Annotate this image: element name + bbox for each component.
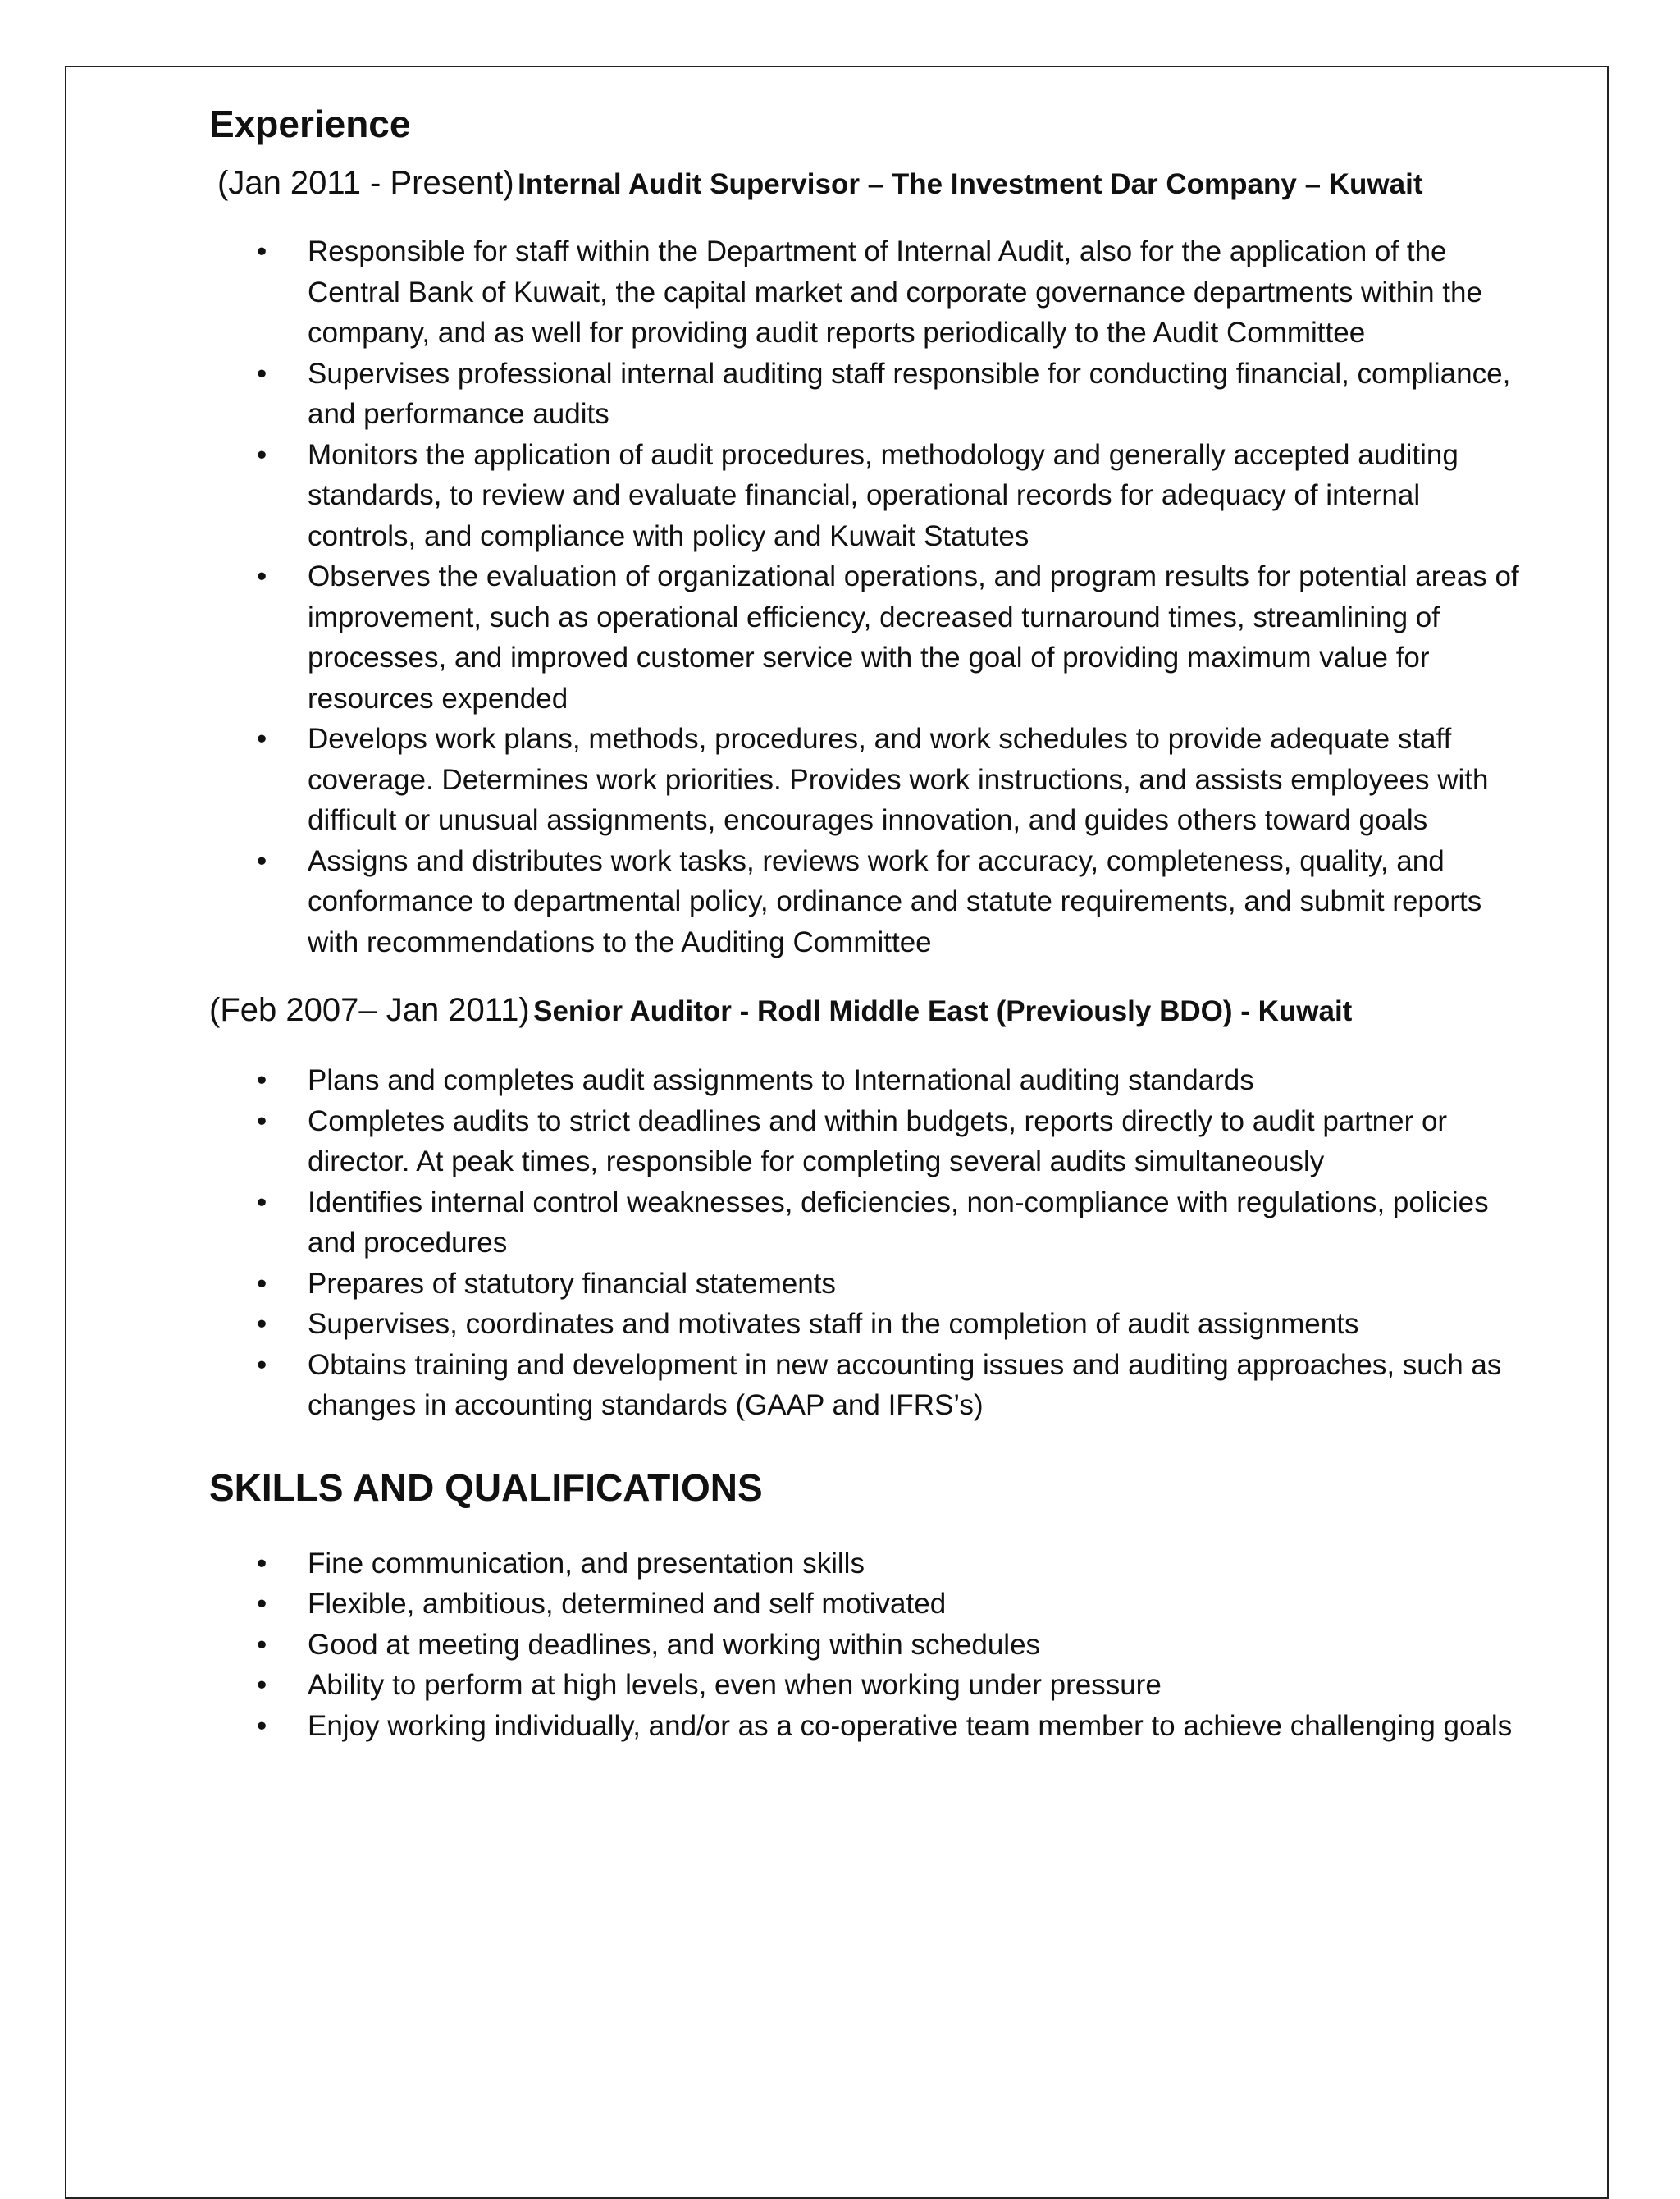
job-header <box>217 165 1522 202</box>
list-item <box>209 1665 1522 1706</box>
bullet-icon: • <box>257 1267 267 1300</box>
job-dates: (Jan 2011 - Present) <box>217 165 514 202</box>
bullet-icon: • <box>257 844 267 877</box>
list-item-text: Obtains training and development in new accounting issues and auditing approaches, such as changes in accounting standards (GAAP and IFRS’s) <box>308 1348 1502 1422</box>
list-item-text: Responsible for staff within the Department of Internal Audit, also for the application of the Central Bank of Kuwait, the capital market and corporate governance departments within the company, and as well for providing audit reports periodically to the Audit Committee <box>308 235 1482 350</box>
list-item-text: Flexible, ambitious, determined and self motivated <box>308 1588 947 1621</box>
list-item <box>209 719 1522 841</box>
list-item-text: Monitors the application of audit procedures, methodology and generally accepted auditing standards, to review and evaluate financial, operational records for adequacy of internal controls, and compliance with policy and Kuwait Statutes <box>308 438 1459 552</box>
list-item-text: Ability to perform at high levels, even when working under pressure <box>308 1669 1162 1702</box>
list-item-text: Supervises professional internal auditing staff responsible for conducting financial, compliance, and performance audits <box>308 357 1511 431</box>
bullet-icon: • <box>257 560 267 593</box>
bullet-icon: • <box>257 1308 267 1341</box>
bullet-icon: • <box>257 1186 267 1218</box>
list-item <box>209 1182 1522 1264</box>
list-item <box>209 1101 1522 1182</box>
bullet-icon: • <box>257 235 267 268</box>
job-header <box>209 992 1522 1029</box>
list-item <box>209 1060 1522 1101</box>
list-item-text: Observes the evaluation of organizational operations, and program results for potential areas of improvement, such as operational efficiency, decreased turnaround times, streamlining of processes, and improved customer service with the goal of providing maximum value for resources expended <box>308 560 1519 715</box>
bullet-icon: • <box>257 438 267 471</box>
bullet-icon: • <box>257 1628 267 1661</box>
job-title: Internal Audit Supervisor – The Investment Dar Company – Kuwait <box>518 168 1423 201</box>
bullet-icon: • <box>257 1104 267 1137</box>
list-item <box>209 1625 1522 1666</box>
list-item <box>209 354 1522 435</box>
list-item-text: Enjoy working individually, and/or as a co-operative team member to achieve challenging goals <box>308 1709 1513 1742</box>
list-item <box>209 1304 1522 1345</box>
list-item-text: Assigns and distributes work tasks, reviews work for accuracy, completeness, quality, and conformance to departmental policy, ordinance and statute requirements, and submit reports with recommendations to the Auditing Committee <box>308 844 1482 958</box>
bullet-icon: • <box>257 1709 267 1742</box>
resume-content <box>209 97 1522 1746</box>
list-item <box>209 435 1522 557</box>
bullet-icon: • <box>257 1547 267 1580</box>
skills-heading: SKILLS AND QUALIFICATIONS <box>209 1465 763 1509</box>
list-item <box>209 556 1522 719</box>
list-item <box>209 1584 1522 1625</box>
list-item-text: Prepares of statutory financial statements <box>308 1267 836 1300</box>
bullet-icon: • <box>257 1064 267 1097</box>
list-item <box>209 1543 1522 1584</box>
list-item <box>209 1264 1522 1305</box>
job-duties-list <box>209 1060 1522 1426</box>
job-title: Senior Auditor - Rodl Middle East (Previously BDO) - Kuwait <box>533 995 1353 1028</box>
list-item-text: Plans and completes audit assignments to International auditing standards <box>308 1064 1254 1097</box>
skills-list <box>209 1543 1522 1747</box>
list-item <box>209 1706 1522 1747</box>
job-dates: (Feb 2007– Jan 2011) <box>209 992 530 1029</box>
list-item-text: Develops work plans, methods, procedures, and work schedules to provide adequate staff coverage. Determines work priorities. Provides work instructions, and assists employees with difficult or unusual assignments, encourages innovation, and guides others toward goals <box>308 723 1489 837</box>
bullet-icon: • <box>257 1588 267 1621</box>
list-item-text: Completes audits to strict deadlines and within budgets, reports directly to audit partner or director. At peak times, responsible for completing several audits simultaneously <box>308 1104 1448 1178</box>
list-item-text: Supervises, coordinates and motivates staff in the completion of audit assignments <box>308 1308 1359 1341</box>
list-item-text: Fine communication, and presentation skills <box>308 1547 865 1580</box>
bullet-icon: • <box>257 1348 267 1381</box>
list-item <box>209 231 1522 354</box>
list-item-text: Good at meeting deadlines, and working within schedules <box>308 1628 1041 1661</box>
experience-heading: Experience <box>209 103 411 145</box>
job-duties-list <box>209 231 1522 962</box>
list-item <box>209 1345 1522 1426</box>
bullet-icon: • <box>257 357 267 390</box>
list-item-text: Identifies internal control weaknesses, deficiencies, non-compliance with regulations, policies and procedures <box>308 1186 1489 1260</box>
bullet-icon: • <box>257 723 267 756</box>
bullet-icon: • <box>257 1669 267 1702</box>
list-item <box>209 841 1522 963</box>
